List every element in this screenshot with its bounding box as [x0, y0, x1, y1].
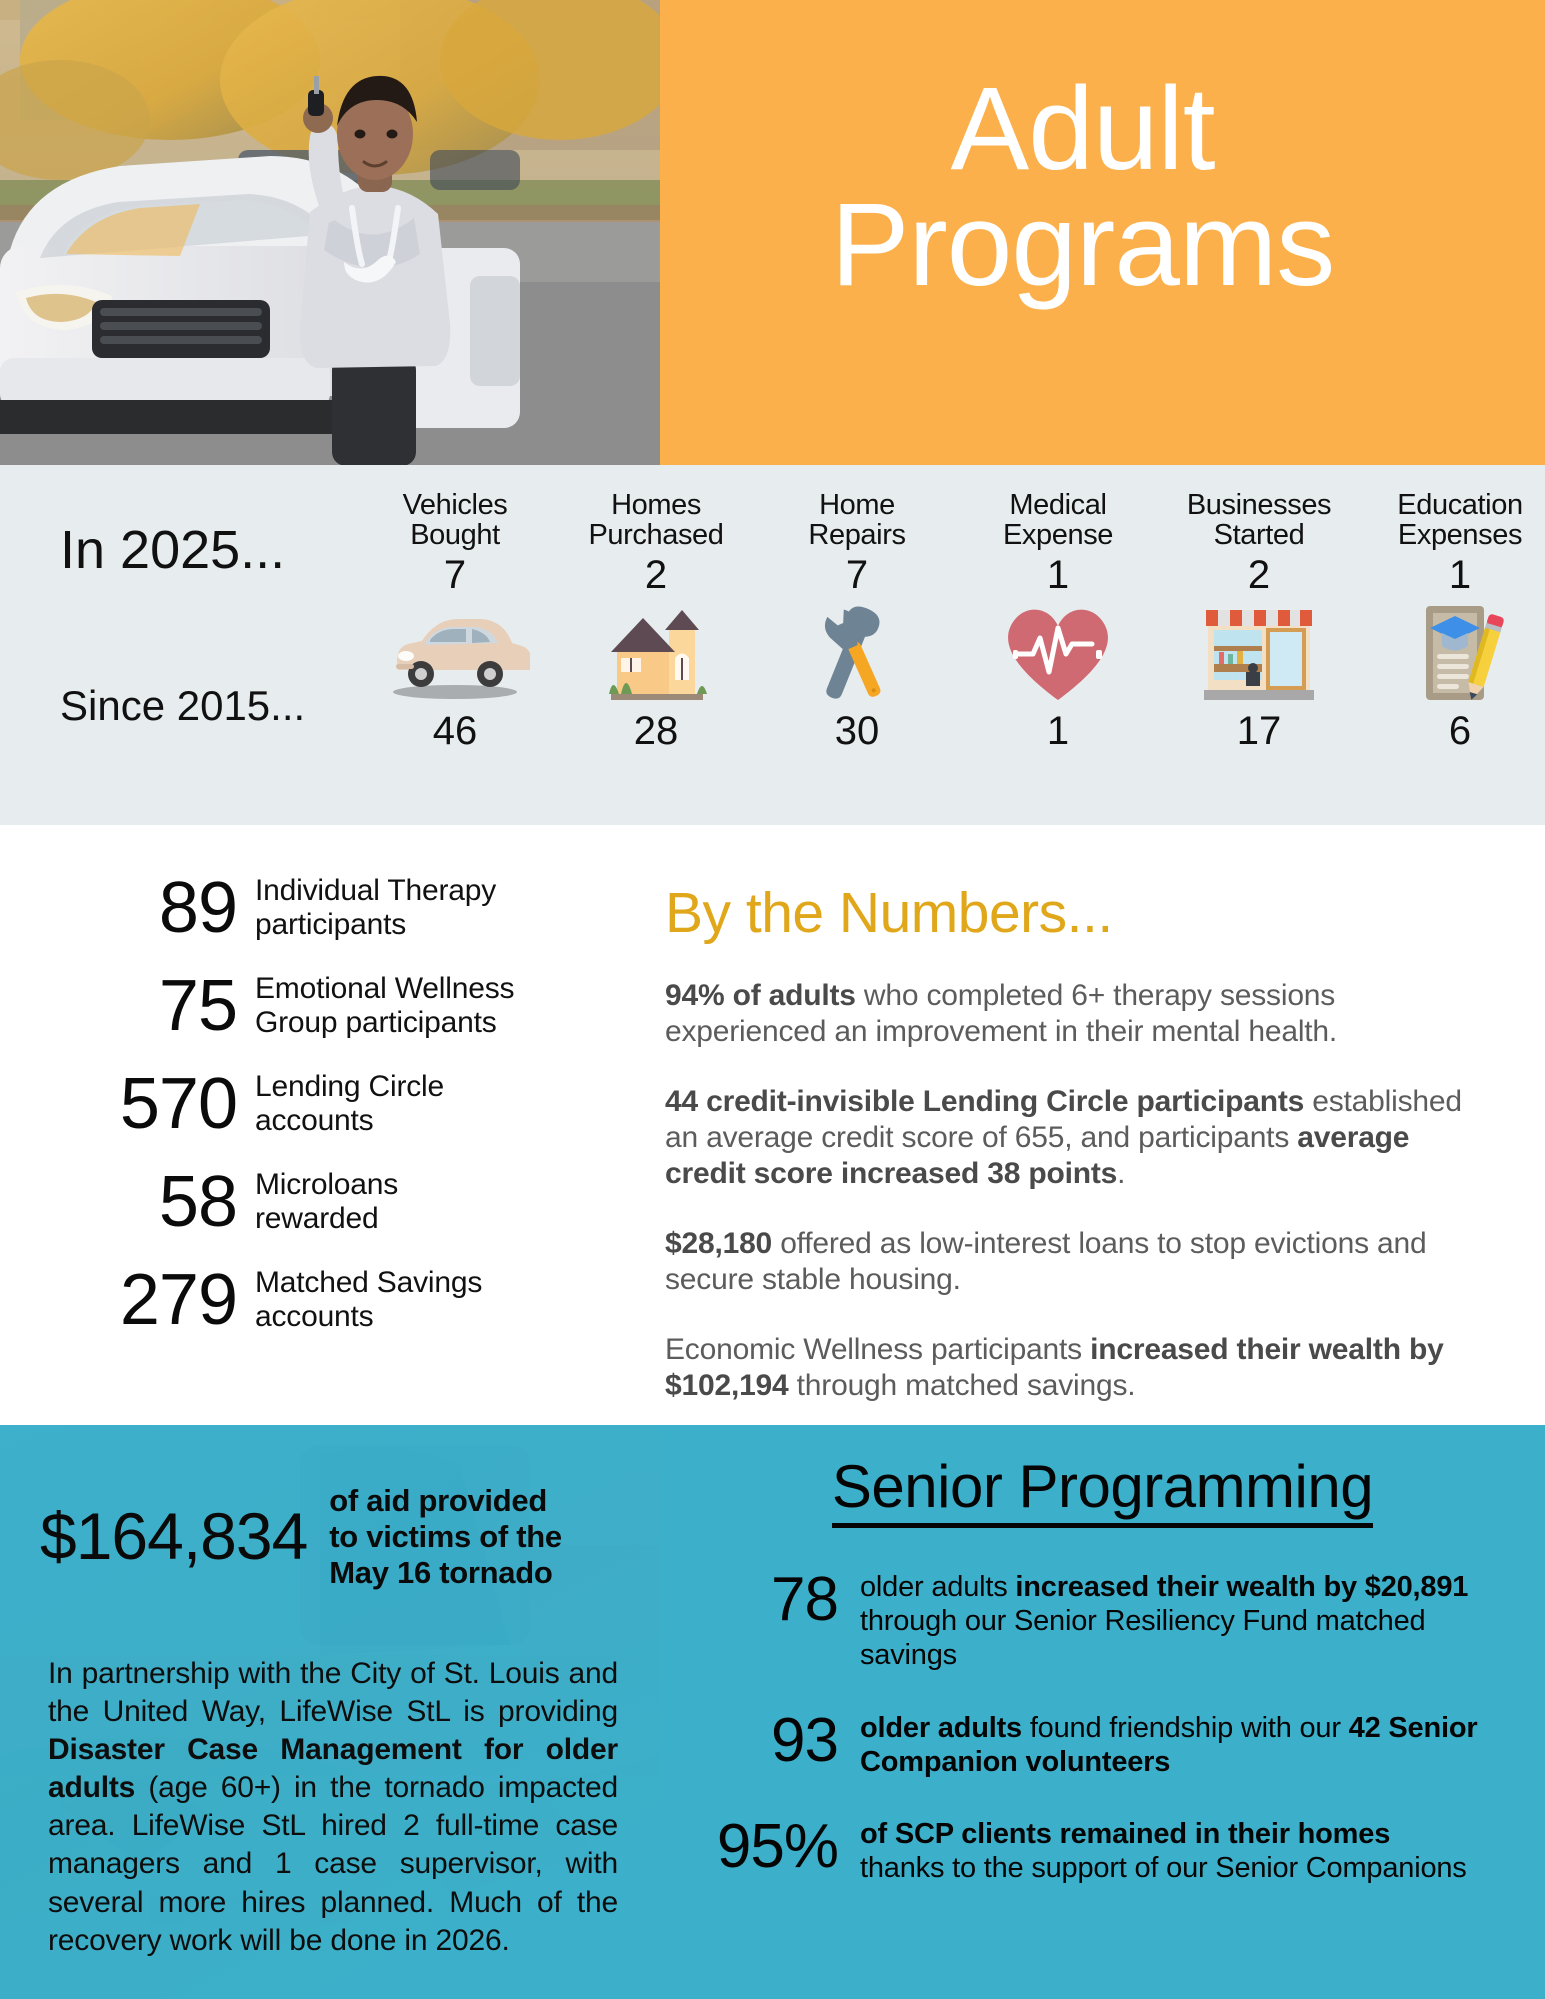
kpi-number: 279 — [119, 1260, 237, 1340]
kpi-row — [70, 1066, 590, 1142]
stat-column-medical-expense — [973, 490, 1143, 752]
by-the-numbers-paragraph: 44 credit-invisible Lending Circle participants established an average credit score of 655, and participants average credit score increased 38 points. — [665, 1085, 1462, 1190]
stat-value-2025: 2 — [1247, 553, 1271, 598]
stat-value-since: 30 — [834, 709, 880, 754]
tornado-body-text: In partnership with the City of St. Louis and the United Way, LifeWise StL is providing Disaster Case Management for older adults (age 60+) in the tornado impacted area. LifeWise StL hired 2 full-time case managers and 1 case supervisor, with several more hires planned. Much of the recovery work will be done in 2026. — [48, 1657, 618, 1957]
senior-stat-text: of SCP clients remained in their homes thanks to the support of our Senior Companions — [860, 1818, 1467, 1885]
senior-stat-list — [680, 1565, 1545, 1924]
stat-value-2025: 1 — [1046, 553, 1070, 598]
stat-column-vehicles-bought — [370, 490, 540, 752]
by-the-numbers-title: By the Numbers... — [665, 881, 1113, 945]
stat-column-education-expenses — [1375, 490, 1545, 752]
senior-stat-row — [680, 1812, 1545, 1885]
page-title — [660, 63, 1545, 311]
stat-label: Homes Purchased — [588, 489, 724, 552]
senior-stat-number: 93 — [771, 1705, 838, 1775]
by-the-numbers-paragraph: 94% of adults who completed 6+ therapy sessions experienced an improvement in their mental health. — [665, 979, 1338, 1048]
stat-label: Medical Expense — [1002, 489, 1114, 552]
senior-stat-row — [680, 1705, 1545, 1779]
stat-value-since: 46 — [432, 709, 478, 754]
kpi-row — [70, 968, 590, 1044]
tornado-headline — [0, 1483, 660, 1591]
kpi-row — [70, 1262, 590, 1338]
by-the-numbers-block — [665, 881, 1485, 1438]
stat-label: Education Expenses — [1397, 489, 1523, 552]
bottom-section — [0, 1425, 1545, 1999]
senior-programming-panel — [660, 1425, 1545, 1999]
stat-value-since: 6 — [1448, 709, 1472, 754]
senior-stat-row — [680, 1565, 1545, 1673]
kpi-list — [70, 870, 590, 1360]
stat-value-2025: 7 — [845, 553, 869, 598]
senior-stat-text: older adults increased their wealth by $20,891 through our Senior Resiliency Fund matched savings — [860, 1571, 1469, 1672]
diploma-pencil-icon — [1385, 600, 1535, 708]
kpi-row — [70, 870, 590, 946]
woman-holding-car-keys-photo — [0, 0, 660, 465]
senior-stat-text: older adults found friendship with our 42 Senior Companion volunteers — [860, 1711, 1478, 1778]
stat-value-2025: 1 — [1448, 553, 1472, 598]
kpi-label: Lending Circle accounts — [255, 1070, 444, 1137]
stats-row-label-2025: In 2025... — [60, 520, 286, 580]
stat-value-since: 28 — [633, 709, 679, 754]
stat-label: Vehicles Bought — [402, 489, 508, 552]
tornado-subtext: of aid provided to victims of the May 16 tornado — [329, 1483, 562, 1590]
senior-programming-title: Senior Programming — [660, 1452, 1545, 1521]
kpi-label: Microloans rewarded — [255, 1168, 399, 1235]
stats-row-label-since: Since 2015... — [60, 682, 306, 729]
stat-value-since: 17 — [1236, 709, 1282, 754]
kpi-number: 75 — [158, 966, 237, 1046]
page-title-line1: Adult — [950, 63, 1215, 195]
stat-column-homes-purchased — [571, 490, 741, 752]
stat-value-2025: 7 — [443, 553, 467, 598]
tools-icon — [782, 600, 932, 708]
by-the-numbers-paragraph: $28,180 offered as low-interest loans to stop evictions and secure stable housing. — [665, 1227, 1427, 1296]
kpi-row — [70, 1164, 590, 1240]
stat-column-home-repairs — [772, 490, 942, 752]
tornado-aid-panel — [0, 1425, 660, 1999]
stat-label: Businesses Started — [1186, 489, 1332, 552]
senior-stat-number: 95% — [716, 1812, 838, 1882]
stat-column-businesses-started — [1174, 490, 1344, 752]
stat-columns — [370, 490, 1545, 820]
car-icon — [380, 600, 530, 708]
page-title-line2: Programs — [830, 178, 1335, 311]
kpi-label: Emotional Wellness Group participants — [255, 972, 515, 1039]
header-photo — [0, 0, 660, 465]
stat-value-since: 1 — [1046, 709, 1070, 754]
tornado-amount: $164,834 — [40, 1499, 308, 1574]
header — [0, 0, 1545, 465]
stat-value-2025: 2 — [644, 553, 668, 598]
kpi-number: 570 — [119, 1064, 237, 1144]
kpi-number: 89 — [158, 868, 237, 948]
by-the-numbers-paragraph: Economic Wellness participants increased their wealth by $102,194 through matched savings. — [665, 1333, 1444, 1402]
heart-pulse-icon — [983, 600, 1133, 708]
house-icon — [581, 600, 731, 708]
kpi-number: 58 — [158, 1162, 237, 1242]
stat-label: Home Repairs — [808, 489, 906, 552]
senior-stat-number: 78 — [771, 1565, 838, 1634]
kpi-label: Individual Therapy participants — [255, 874, 496, 941]
storefront-icon — [1184, 600, 1334, 708]
kpi-label: Matched Savings accounts — [255, 1266, 483, 1333]
